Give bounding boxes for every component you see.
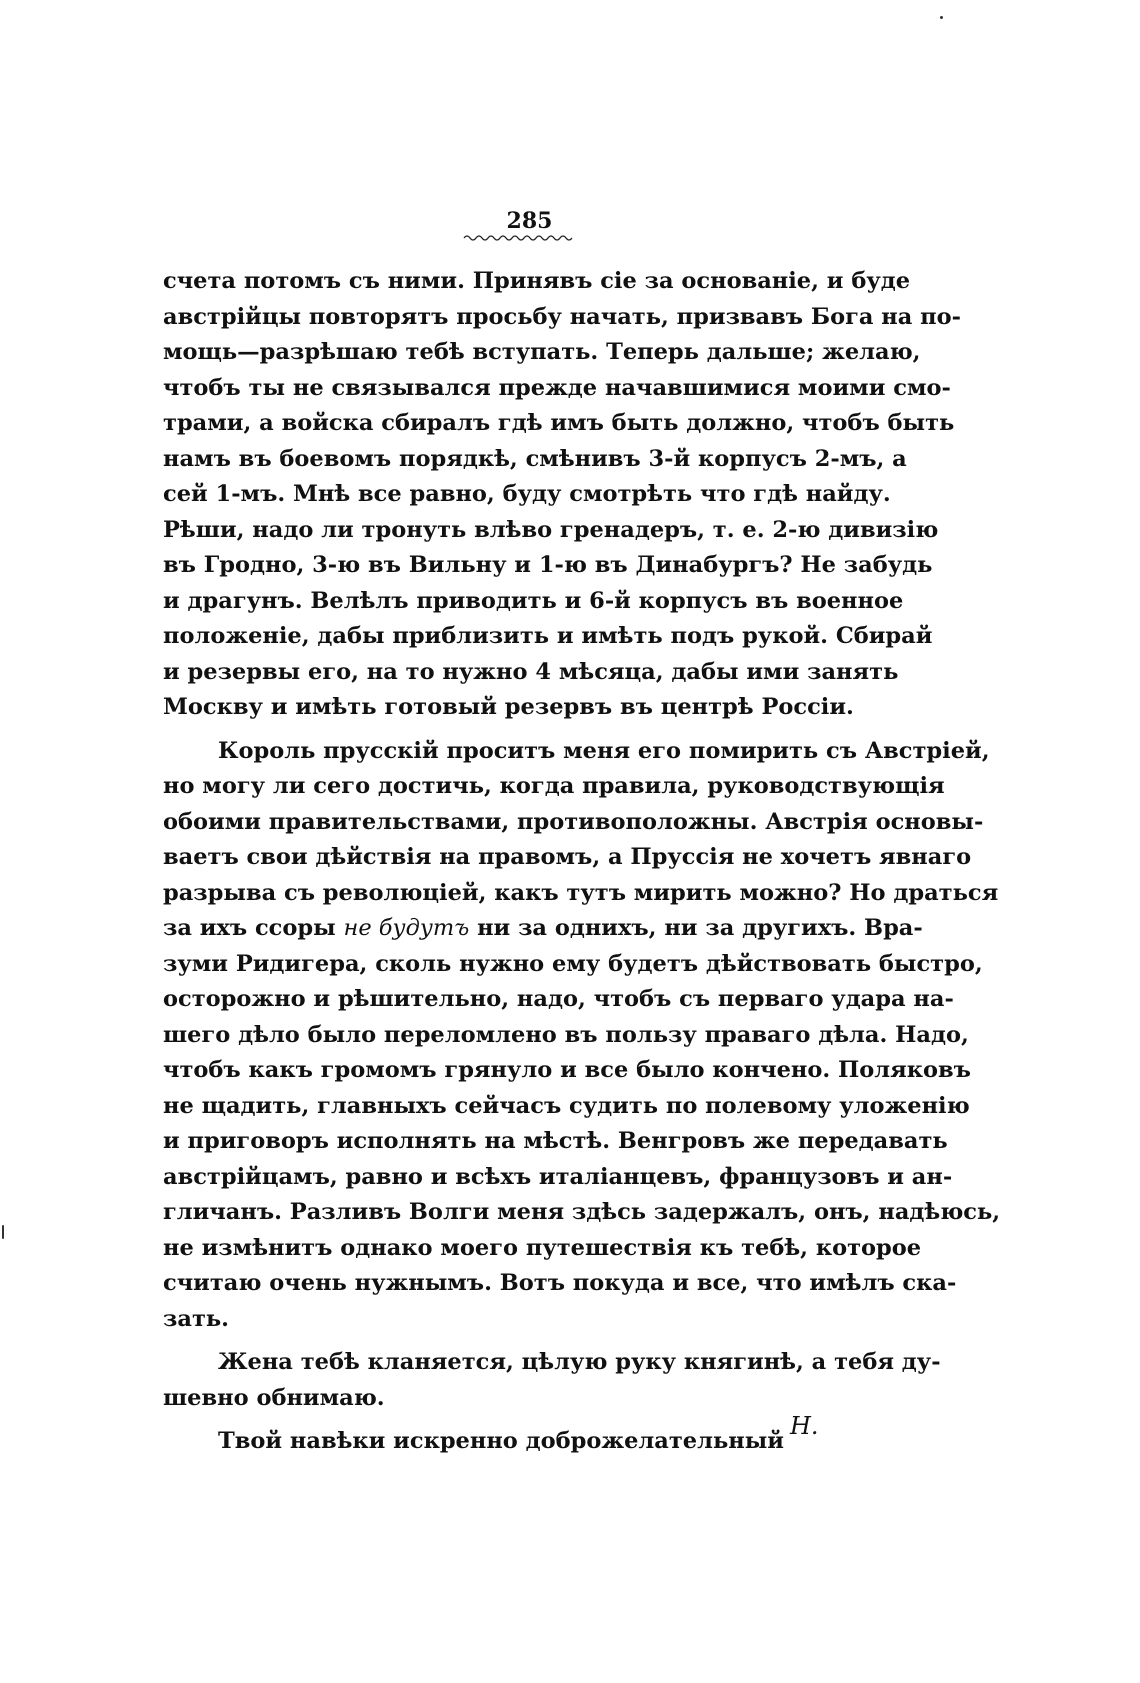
text-segment: ни за однихъ, ни за другихъ. Вра- (477, 915, 923, 941)
ornament-divider (460, 232, 580, 244)
text-line: шего дѣло было переломлено въ пользу праваго дѣла. Надо, (163, 1021, 969, 1048)
text-line: зать. (163, 1305, 229, 1332)
text-line: не измѣнитъ однако моего путешествія къ тебѣ, которое (163, 1234, 922, 1261)
text-line: счета потомъ съ ними. Принявъ сіе за основаніе, и буде (163, 268, 911, 294)
text-line: зуми Ридигера, сколь нужно ему будетъ дѣйствовать быстро, (163, 950, 983, 977)
text-line: гличанъ. Разливъ Волги меня здѣсь задержалъ, онъ, надѣюсь, (163, 1199, 1001, 1225)
text-line: мощь—разрѣшаю тебѣ вступать. Теперь дальше; желаю, (163, 339, 921, 365)
text-line: чтобъ ты не связывался прежде начавшимися моими смо- (163, 374, 951, 401)
text-line: намъ въ боевомъ порядкѣ, смѣнивъ 3-й корпусъ 2-мъ, а (163, 445, 907, 472)
text-segment: за ихъ ссоры (163, 915, 336, 941)
text-line: и приговоръ исполнять на мѣстѣ. Венгровъ же передавать (163, 1128, 948, 1154)
text-line: осторожно и рѣшительно, надо, чтобъ съ перваго удара на- (163, 986, 954, 1012)
text-line: обоими правительствами, противоположны. Австрія основы- (163, 808, 984, 835)
text-line: считаю очень нужнымъ. Вотъ покуда и все, что имѣлъ ска- (163, 1270, 957, 1296)
text-line: Рѣши, надо ли тронуть влѣво гренадеръ, т. е. 2-ю дивизію (163, 516, 939, 543)
text-line: положеніе, дабы приблизить и имѣть подъ рукой. Сбирай (163, 623, 933, 649)
italic-emphasis: не будутъ (343, 915, 470, 941)
text-line: австрійцамъ, равно и всѣхъ италіанцевъ, французовъ и ан- (163, 1163, 953, 1190)
text-line: шевно обнимаю. (163, 1384, 385, 1411)
text-line: въ Гродно, 3-ю въ Вильну и 1-ю въ Динабургъ? Не забудь (163, 552, 933, 578)
text-line: чтобъ какъ громомъ грянуло и все было кончено. Поляковъ (163, 1057, 971, 1083)
text-line: сей 1-мъ. Мнѣ все равно, буду смотрѣть что гдѣ найду. (163, 481, 891, 507)
scan-speck (940, 16, 943, 19)
text-line: Король прусскій проситъ меня его помирить съ Австріей, (218, 737, 990, 764)
text-line: не щадить, главныхъ сейчасъ судить по полевому уложенію (163, 1092, 970, 1119)
signature: Н. (790, 1412, 819, 1440)
text-line: но могу ли сего достичь, когда правила, руководствующія (163, 773, 945, 799)
text-line: Жена тебѣ кланяется, цѣлую руку княгинѣ, а тебя ду- (218, 1349, 941, 1375)
text-line: австрійцы повторятъ просьбу начать, призвавъ Бога на по- (163, 303, 961, 330)
text-line: Москву и имѣть готовый резервъ въ центрѣ Россіи. (163, 694, 854, 720)
text-line: разрыва съ революціей, какъ тутъ мирить можно? Но драться (163, 879, 999, 906)
page-number: 285 (506, 208, 553, 234)
closing-line: Твой навѣки искренно доброжелательный (218, 1428, 784, 1454)
text-line: трами, а войска сбиралъ гдѣ имъ быть должно, чтобъ быть (163, 410, 955, 436)
text-line-mixed (163, 911, 923, 947)
scan-speck (2, 1225, 4, 1239)
text-line: и драгунъ. Велѣлъ приводить и 6-й корпусъ въ военное (163, 587, 904, 614)
text-line: ваетъ свои дѣйствія на правомъ, а Пруссія не хочетъ явнаго (163, 844, 972, 870)
letter-body (163, 264, 1001, 1460)
text-line: и резервы его, на то нужно 4 мѣсяца, дабы ими занять (163, 658, 899, 685)
